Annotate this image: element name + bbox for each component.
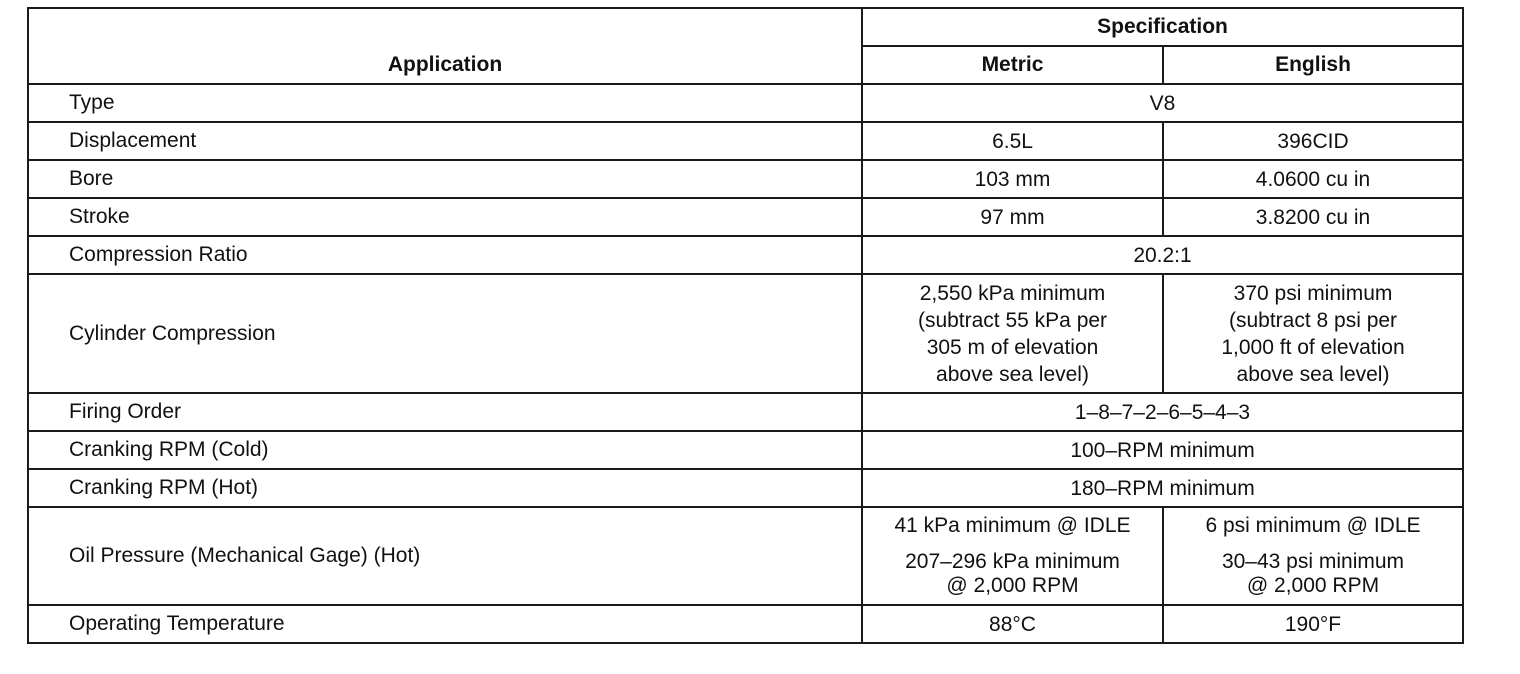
metric-idle-line: 41 kPa minimum @ IDLE xyxy=(894,514,1131,537)
application-cell: Compression Ratio xyxy=(28,236,862,274)
application-cell: Displacement xyxy=(28,122,862,160)
engine-specifications-table xyxy=(27,7,1464,644)
table-row xyxy=(28,274,1463,393)
application-cell: Bore xyxy=(28,160,862,198)
english-line: 1,000 ft of elevation xyxy=(1221,335,1405,359)
english-rpm-line: 30–43 psi minimum xyxy=(1221,550,1405,573)
english-line: 370 psi minimum xyxy=(1233,281,1393,305)
specification-header: Specification xyxy=(862,8,1463,46)
metric-line: 2,550 kPa minimum xyxy=(919,281,1106,305)
application-cell: Operating Temperature xyxy=(28,605,862,643)
combined-value: 1–8–7–2–6–5–4–3 xyxy=(862,393,1463,431)
table-row xyxy=(28,198,1463,236)
english-rpm-line: @ 2,000 RPM xyxy=(1246,574,1380,597)
application-cell: Cranking RPM (Hot) xyxy=(28,469,862,507)
metric-value xyxy=(862,507,1163,605)
metric-line: above sea level) xyxy=(936,362,1089,386)
application-cell: Oil Pressure (Mechanical Gage) (Hot) xyxy=(28,507,862,605)
metric-value: 88°C xyxy=(862,605,1163,643)
table-row xyxy=(28,605,1463,643)
application-cell: Type xyxy=(28,84,862,122)
english-value xyxy=(1163,507,1463,605)
metric-line: (subtract 55 kPa per xyxy=(917,308,1108,332)
metric-header: Metric xyxy=(862,46,1163,84)
metric-value xyxy=(862,274,1163,393)
metric-value: 6.5L xyxy=(862,122,1163,160)
table-row xyxy=(28,160,1463,198)
english-value: 3.8200 cu in xyxy=(1163,198,1463,236)
application-cell: Cranking RPM (Cold) xyxy=(28,431,862,469)
metric-rpm-line: @ 2,000 RPM xyxy=(946,574,1079,597)
english-header: English xyxy=(1163,46,1463,84)
combined-value: 100–RPM minimum xyxy=(862,431,1463,469)
table-row xyxy=(28,84,1463,122)
application-header: Application xyxy=(28,8,862,84)
table-row xyxy=(28,469,1463,507)
table-row xyxy=(28,393,1463,431)
application-cell: Firing Order xyxy=(28,393,862,431)
application-cell: Cylinder Compression xyxy=(28,274,862,393)
table-row xyxy=(28,236,1463,274)
combined-value: V8 xyxy=(862,84,1463,122)
metric-value: 97 mm xyxy=(862,198,1163,236)
combined-value: 180–RPM minimum xyxy=(862,469,1463,507)
metric-rpm-line: 207–296 kPa minimum xyxy=(905,550,1120,573)
table-row xyxy=(28,431,1463,469)
english-idle-line: 6 psi minimum @ IDLE xyxy=(1205,514,1421,537)
english-value: 190°F xyxy=(1163,605,1463,643)
combined-value: 20.2:1 xyxy=(862,236,1463,274)
english-value: 4.0600 cu in xyxy=(1163,160,1463,198)
english-value: 396CID xyxy=(1163,122,1463,160)
application-cell: Stroke xyxy=(28,198,862,236)
table-row xyxy=(28,507,1463,605)
english-line: (subtract 8 psi per xyxy=(1228,308,1398,332)
english-value xyxy=(1163,274,1463,393)
metric-line: 305 m of elevation xyxy=(926,335,1099,359)
metric-value: 103 mm xyxy=(862,160,1163,198)
table-row xyxy=(28,122,1463,160)
english-line: above sea level) xyxy=(1236,362,1390,386)
